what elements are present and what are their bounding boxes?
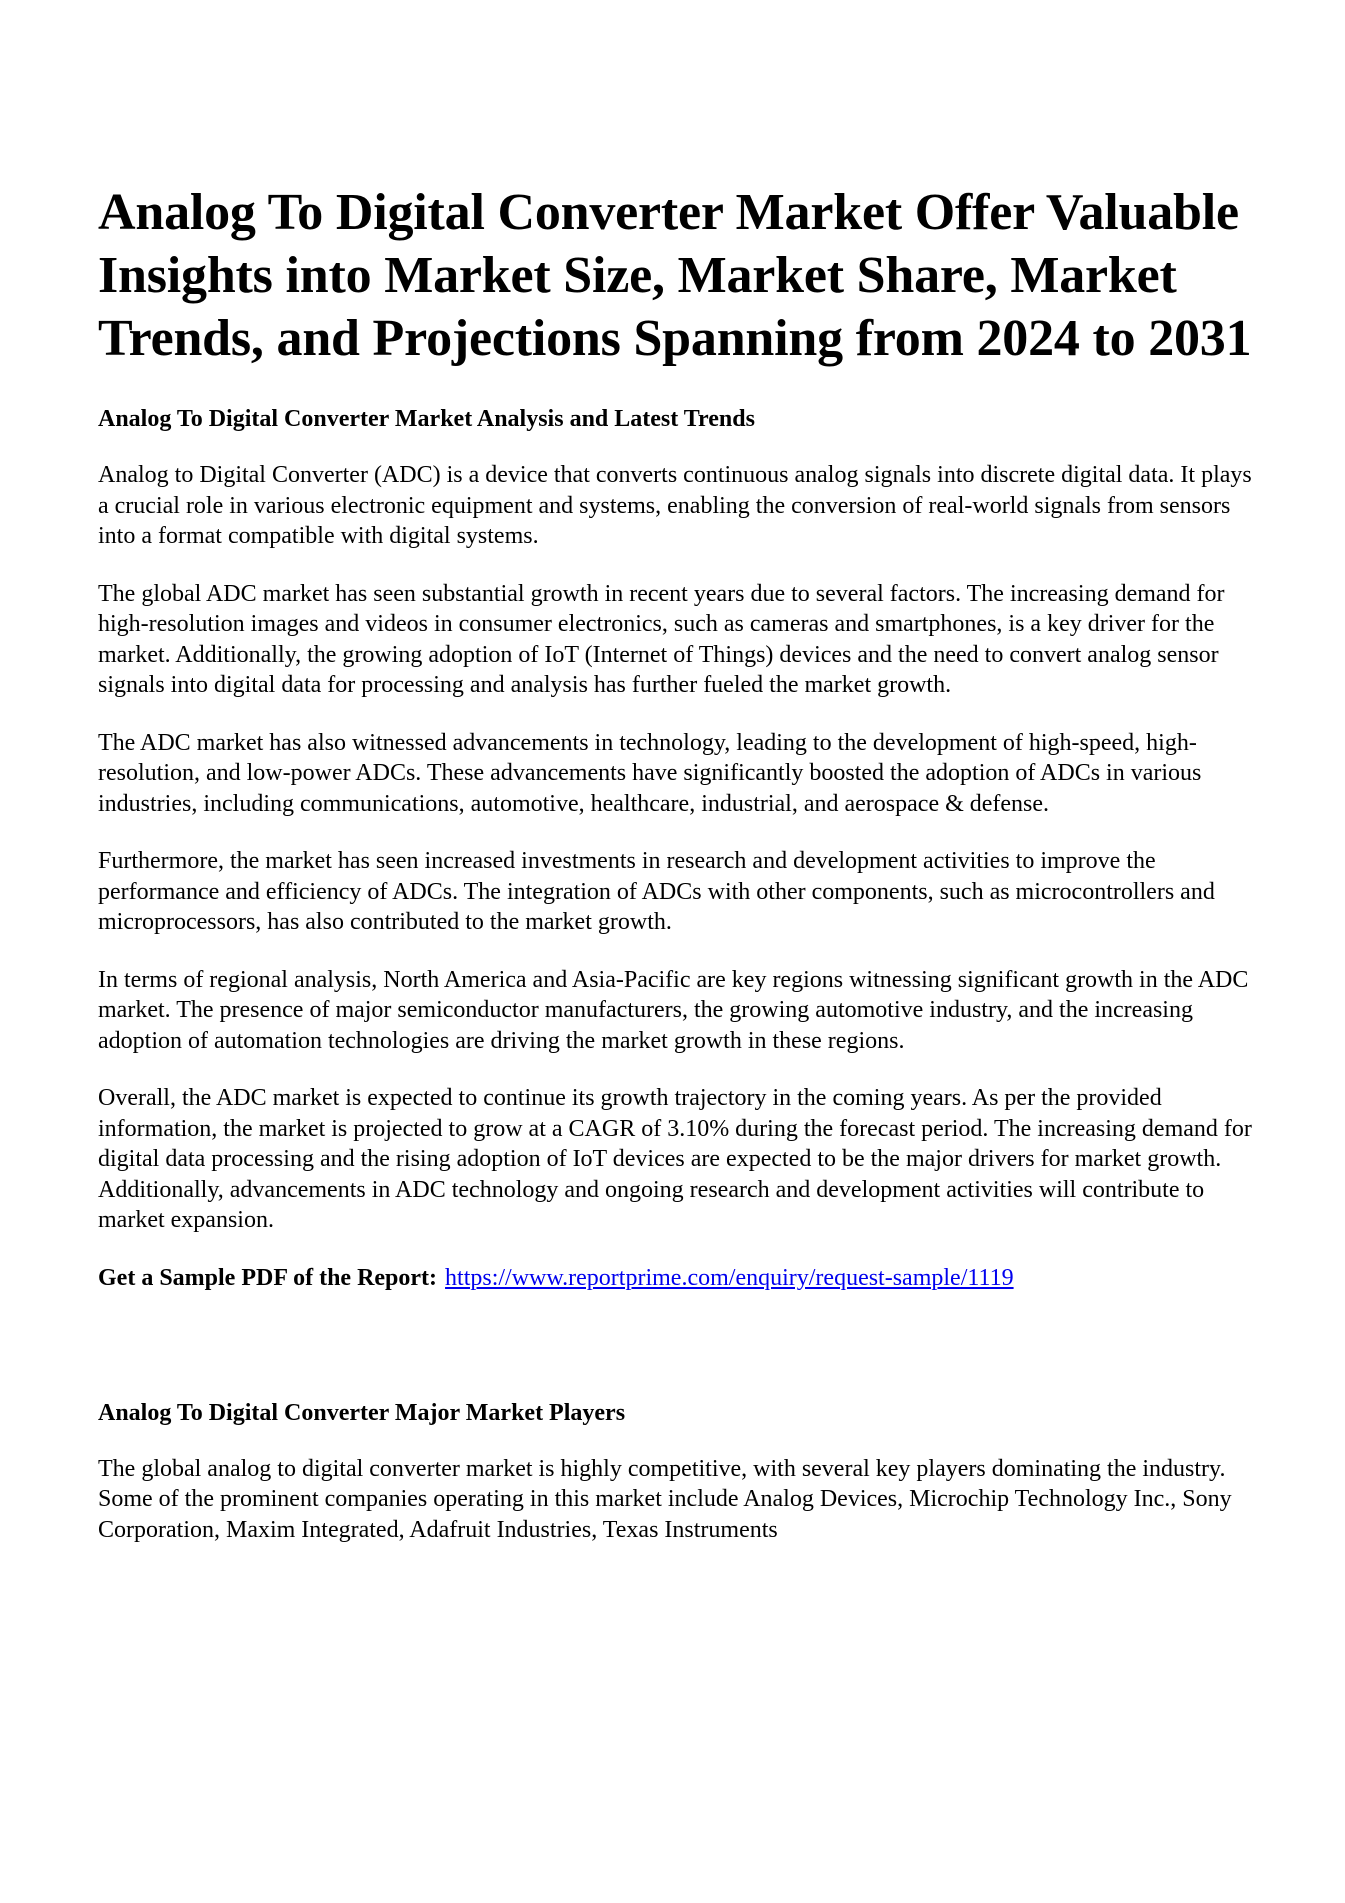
paragraph-adc-definition: Analog to Digital Converter (ADC) is a device that converts continuous analog signals into discrete digital data. It plays a crucial role in various electronic equipment and systems, enabling the conversion of real-world signals from sensors into a format compatible with digital systems. bbox=[98, 462, 1252, 549]
page-title: Analog To Digital Converter Market Offer Valuable Insights into Market Size, Market Share, Market Trends, and Projections Spanning from 2024 to 2031 bbox=[98, 184, 1252, 367]
paragraph-technology-advancements: The ADC market has also witnessed advancements in technology, leading to the development of high-speed, high-resolution, and low-power ADCs. These advancements have significantly boosted the adoption of ADCs in various industries, including communications, automotive, healthcare, industrial, and aerospace & defense. bbox=[98, 729, 1202, 817]
paragraph-market-players: The global analog to digital converter market is highly competitive, with several key players dominating the industry. Some of the prominent companies operating in this market include Analog Devices, Microchip Technology Inc., Sony Corporation, Maxim Integrated, Adafruit Industries, Texas Instruments bbox=[98, 1455, 1232, 1543]
paragraph-outlook: Overall, the ADC market is expected to continue its growth trajectory in the coming years. As per the provided information, the market is projected to grow at a CAGR of 3.10% during the forecast period. The increasing demand for digital data processing and the rising adoption of IoT devices are expected to be the major drivers for market growth. Additionally, advancements in ADC technology and ongoing research and development activities will contribute to market expansion. bbox=[98, 1085, 1252, 1233]
paragraph-research-investments: Furthermore, the market has seen increased investments in research and development activities to improve the performance and efficiency of ADCs. The integration of ADCs with other components, such as microcontrollers and microprocessors, has also contributed to the market growth. bbox=[98, 848, 1215, 935]
sample-pdf-link[interactable]: https://www.reportprime.com/enquiry/request-sample/1119 bbox=[445, 1264, 1014, 1291]
sample-pdf-line bbox=[98, 1263, 1258, 1293]
section-heading-market-players: Analog To Digital Converter Major Market Players bbox=[98, 1399, 626, 1426]
sample-pdf-label: Get a Sample PDF of the Report: bbox=[98, 1264, 438, 1291]
section-heading-analysis: Analog To Digital Converter Market Analysis and Latest Trends bbox=[98, 406, 755, 432]
paragraph-market-growth: The global ADC market has seen substantial growth in recent years due to several factors. The increasing demand for high-resolution images and videos in consumer electronics, such as cameras and smartphones, is a key driver for the market. Additionally, the growing adoption of IoT (Internet of Things) devices and the need to convert analog sensor signals into digital data for processing and analysis has further fueled the market growth. bbox=[98, 580, 1225, 698]
paragraph-regional-analysis: In terms of regional analysis, North America and Asia-Pacific are key regions witnessing significant growth in the ADC market. The presence of major semiconductor manufacturers, the growing automotive industry, and the increasing adoption of automation technologies are driving the market growth in these regions. bbox=[98, 966, 1249, 1054]
document-page bbox=[98, 181, 1258, 1572]
